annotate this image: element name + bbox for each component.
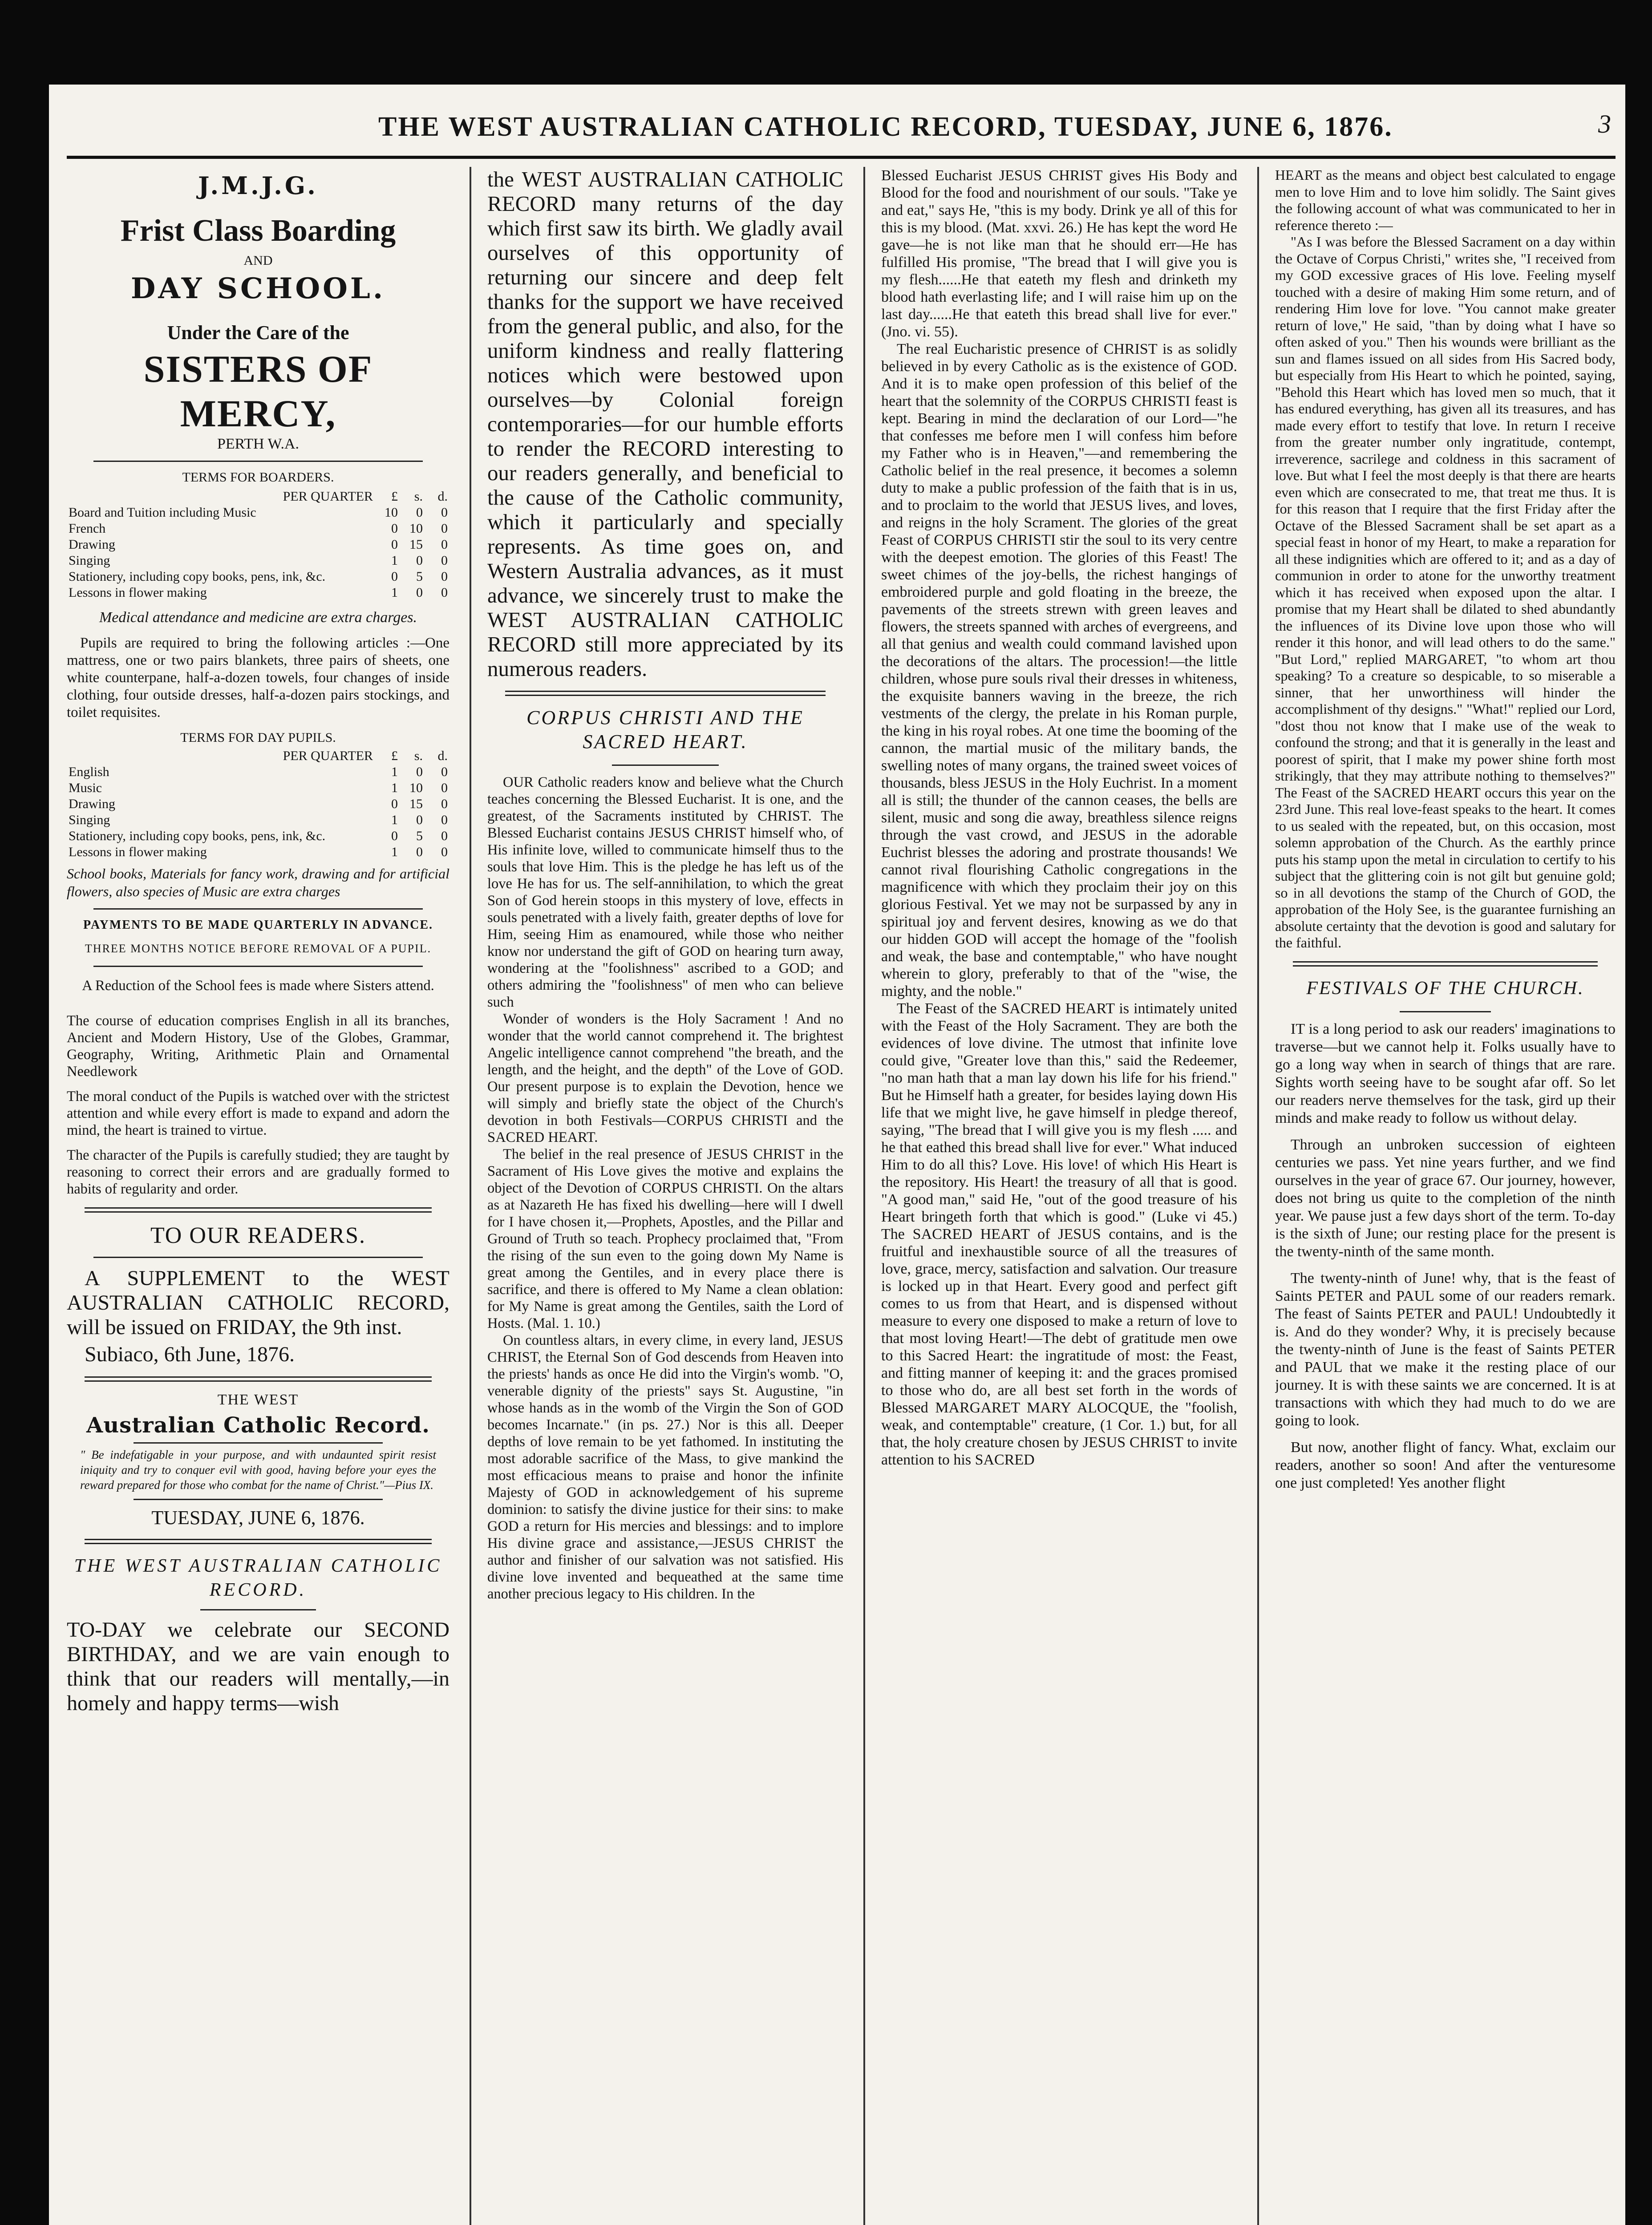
divider xyxy=(1400,1011,1491,1012)
fee-pence: 0 xyxy=(441,797,448,811)
fee-row xyxy=(67,537,449,553)
fees-header: £ xyxy=(391,748,398,763)
fees-header: PER QUARTER xyxy=(283,748,373,763)
fee-pence: 0 xyxy=(441,537,448,552)
school-ad-title: Frist Class Boarding xyxy=(120,214,396,248)
fee-pence: 0 xyxy=(441,521,448,536)
fee-row xyxy=(67,521,449,537)
fee-pounds: 1 xyxy=(391,585,398,600)
fee-item: Drawing xyxy=(69,537,115,552)
divider xyxy=(134,1499,383,1500)
fees-header: s. xyxy=(414,748,423,763)
fee-row xyxy=(67,844,449,860)
corpus-christi-article xyxy=(487,774,843,1602)
terms-boarders-heading: TERMS FOR BOARDERS. xyxy=(182,470,334,485)
school-books-note: School books, Materials for fancy work, drawing and for artificial flowers, also species of Music are extra charges xyxy=(67,866,449,899)
moral-paragraph: The moral conduct of the Pupils is watched over with the strictest attention and while every effort is made to expand and adorn the mind, the heart is trained to virtue. xyxy=(67,1088,449,1138)
fee-shillings: 0 xyxy=(416,553,423,568)
fee-item: Stationery, including copy books, pens, ink, &c. xyxy=(69,829,326,843)
masthead xyxy=(67,96,1616,159)
fee-item: Singing xyxy=(69,813,110,827)
fee-pounds: 1 xyxy=(391,765,398,779)
fee-pounds: 0 xyxy=(391,537,398,552)
reduction-note: A Reduction of the School fees is made where Sisters attend. xyxy=(82,978,434,994)
fee-pounds: 0 xyxy=(391,797,398,811)
fee-pence: 0 xyxy=(441,569,448,584)
terms-day-heading: TERMS FOR DAY PUPILS. xyxy=(180,730,336,745)
fees-header: £ xyxy=(391,489,398,504)
corpus-christi-title: CORPUS CHRISTI AND THE SACRED HEART. xyxy=(526,707,804,752)
sisters-of-mercy: SISTERS OF MERCY, xyxy=(143,348,373,435)
fee-pence: 0 xyxy=(441,829,448,843)
fee-shillings: 0 xyxy=(416,765,423,779)
double-divider xyxy=(85,1207,432,1213)
fee-pence: 0 xyxy=(441,765,448,779)
jmj-monogram: J.M.J.G. xyxy=(198,171,318,200)
fee-pounds: 0 xyxy=(391,521,398,536)
fee-shillings: 10 xyxy=(409,521,423,536)
fee-pounds: 10 xyxy=(385,505,398,520)
divider xyxy=(93,461,423,462)
festivals-title: FESTIVALS OF THE CHURCH. xyxy=(1306,978,1584,999)
double-divider xyxy=(85,1376,432,1382)
fees-header: d. xyxy=(437,489,448,504)
fee-row xyxy=(67,828,449,844)
editorial-opening: TO-DAY we celebrate our SECOND BIRTHDAY, and we are vain enough to think that our readers will mentally,—in homely and happy terms—wish xyxy=(67,1618,449,1715)
article-paragraph: "As I was before the Blessed Sacrament on a day within the Octave of Corpus Christi," writes she, "I received from my GOD excessive graces of His love. Feeling myself touched with a desire of making Him some return, and of rendering Him love for love. "You cannot make greater return of love," He said, "than by doing what I have so often asked of you." Then his wounds were brilliant as the sun and flames issued on all sides from His Sacred body, but especially from His Heart to which he pointed, saying, "Behold this Heart which has loved men so much, that it has endured everything, has given all its treasures, and has made every effort to testify that love. In return I receive from the greater number only ingratitude, contempt, irreverence, sacrilege and coldness in this sacrament of love. But what I feel the most deeply is that there are hearts even which are consecrated to me, that treat me thus. It is for this reason that I require that the first Friday after the Octave of the Blessed Sacrament shall be set apart as a special feast in honor of my Heart, to make a reparation for all these indignities which are offered to it; and as a day of communion in order to atone for the unworthy treatment which it has received when exposed upon the altar. I promise that my Heart shall be dilated to shed abundantly the influences of its Divine love upon those who will render it this honor, and will lead others to do the same." "But Lord," replied MARGARET, "to whom art thou speaking? To a creature so despicable, to so miserable a sinner, that her unworthiness will hinder the accomplishment of thy designs." "What!" replied our Lord, "dost thou not know that I make use of the weak to confound the strong; and that it is generally in the least and poorest of spirit, that I make my power shine forth most strikingly, that they may attribute nothing to themselves?" The Feast of the SACRED HEART occurs this year on the 23rd June. This real love-feast speaks to the heart. It comes to us sealed with the repeated, but, on this occasion, most solemn approbation of the Church. As the earthly prince puts his stamp upon the metal in circulation to certify to his subject that the glittering coin is not gilt but genuine gold; so in all devotions the stamp of the Church of GOD, the approbation of the Holy See, is the guarantee furnishing an absolute certainty that the devotion is good and salutary for the faithful. xyxy=(1275,234,1616,951)
fee-item: Lessons in flower making xyxy=(69,585,207,600)
fee-shillings: 5 xyxy=(416,569,423,584)
school-ad-and: AND xyxy=(243,253,273,268)
editorial-title: THE WEST AUSTRALIAN CATHOLIC RECORD. xyxy=(74,1556,442,1600)
page-number: 3 xyxy=(1598,109,1611,138)
pupils-requirements: Pupils are required to bring the following articles :—One mattress, one or two pairs blankets, three pairs of sheets, one white counterpane, half-a-dozen towels, four changes of inside clothing, four outside dresses, half-a-dozen pairs stockings, and toilet requisites. xyxy=(67,635,449,720)
fee-shillings: 5 xyxy=(416,829,423,843)
fee-shillings: 15 xyxy=(409,537,423,552)
fee-pounds: 1 xyxy=(391,845,398,859)
record-nameplate: Australian Catholic Record. xyxy=(86,1413,430,1438)
fee-pence: 0 xyxy=(441,585,448,600)
removal-notice: THREE MONTHS NOTICE BEFORE REMOVAL OF A PUPIL. xyxy=(85,942,432,955)
scan-border-top xyxy=(0,0,1652,85)
fee-shillings: 10 xyxy=(409,781,423,795)
divider xyxy=(93,1257,423,1258)
fee-shillings: 0 xyxy=(416,813,423,827)
column-4 xyxy=(1275,167,1616,2225)
fee-pence: 0 xyxy=(441,781,448,795)
divider xyxy=(200,1609,316,1610)
to-readers-heading: TO OUR READERS. xyxy=(150,1223,366,1248)
fee-item: Singing xyxy=(69,553,110,568)
medical-note: Medical attendance and medicine are extra charges. xyxy=(99,609,417,626)
divider xyxy=(134,1442,383,1444)
fee-row xyxy=(67,780,449,796)
the-west-line: THE WEST xyxy=(217,1392,299,1408)
fee-pence: 0 xyxy=(441,553,448,568)
fee-pounds: 0 xyxy=(391,829,398,843)
fee-row xyxy=(67,505,449,521)
pius-ix-motto: " Be indefatigable in your purpose, and with undaunted spirit resist iniquity and try to conquer evil with good, having before your eyes the reward prepared for those who combat for the name of Christ."—Pius IX. xyxy=(80,1448,436,1492)
under-care-line: Under the Care of the xyxy=(167,322,349,344)
double-divider xyxy=(85,1539,432,1544)
boarder-fees-table xyxy=(67,489,449,601)
fee-pounds: 1 xyxy=(391,781,398,795)
article-paragraph: Wonder of wonders is the Holy Sacrament ! And no wonder that the world cannot comprehend it. The brightest Angelic intelligence cannot comprehend "the breath, and the length, and the height, and the depth" of the Love of GOD. Our present purpose is to explain the Devotion, hence we will simply and briefly state the object of the Church's devotion in both Festivals—CORPUS CHRISTI and the SACRED HEART. xyxy=(487,1011,843,1145)
fee-shillings: 15 xyxy=(409,797,423,811)
fees-header: PER QUARTER xyxy=(283,489,373,504)
column-3 xyxy=(881,167,1237,2225)
fee-item: Drawing xyxy=(69,797,115,811)
double-divider xyxy=(505,691,826,696)
scan-border-right xyxy=(1625,0,1652,2225)
newspaper-page xyxy=(67,96,1616,2225)
subiaco-date: Subiaco, 6th June, 1876. xyxy=(85,1343,295,1366)
article-paragraph: The real Eucharistic presence of CHRIST is as solidly believed in by every Catholic as is the existence of GOD. And it is to make open profession of this belief of the heart that the solemnity of the CORPUS CHRISTI feast is kept. Bearing in mind the declaration of our Lord—"he that confesses me before men I will confess him before my Father who is in Heaven,"—and remembering the Catholic belief in the real presence, it becomes a solemn duty to make a public profession of the faith that is in us, and to proclaim to the world that JESUS lives, and loves, and reigns in the holy Scrament. The glories of the great Feast of CORPUS CHRISTI stir the soul to its very centre with the deepest emotion. The glories of this Feast! The sweet chimes of the joy-bells, the richest hangings of embroidered purple and gold floating in the breeze, the pavements of the streets strewn with green leaves and flowers, the streets spanned with arches of evergreens, and all that genius and wealth could command lavished upon the decorations of the altars. The procession!—the little children, whose pure souls rival their dresses in whiteness, the exquisite banners waving in the breeze, the rich vestments of the clergy, the prelate in his Roman purple, the king in his royal robes. At one time the booming of the cannon, the martial music of the military bands, the swelling notes of many organs, the trained sweet voices of thousands, bless JESUS in the Holy Euchrist. In a moment all is still; the thunder of the cannon ceases, the bells are silent, music and song die away, breathless silence reigns through the vast crowd, and JESUS in the adorable Euchrist blesses the adoring and prostrate thousands! We cannot rival flourishing Catholic congregations in the magnificence with which they proclaim their joy on this glorious Festival. Yet we may not be surpassed by any in spiritual joy and fervent desires, knowing as we do that our hidden GOD will accept the homage of the "foolish and weak, the base and contemptable," who have nought wherein to glory, preferably to that of the "wise, the mighty, and the noble." xyxy=(881,341,1237,999)
fee-pence: 0 xyxy=(441,505,448,520)
double-divider xyxy=(1293,961,1598,967)
fee-item: Stationery, including copy books, pens, ink, &c. xyxy=(69,569,326,584)
fee-shillings: 0 xyxy=(416,845,423,859)
fee-item: Board and Tuition including Music xyxy=(69,505,256,520)
article-paragraph: The twenty-ninth of June! why, that is the feast of Saints PETER and PAUL some of our readers remark. The feast of Saints PETER and PAUL! Undoubtedly it is. And do they wonder? Why, it is precisely because the twenty-ninth of June is the feast of Saints PETER and PAUL that we make it the resting place of our journey. It is with these saints we are concerned. It is at transactions with which they had much to do we are going to look. xyxy=(1275,1270,1616,1429)
fee-item: Music xyxy=(69,781,102,795)
fees-header-row xyxy=(67,489,449,505)
fee-row xyxy=(67,796,449,812)
fee-row xyxy=(67,569,449,585)
perth-line: PERTH W.A. xyxy=(217,436,300,452)
article-paragraph: Blessed Eucharist JESUS CHRIST gives His Body and Blood for the food and nourishment of our souls. "Take ye and eat," says He, "this is my body. Drink ye all of this for this is my blood. (Mat. xxvi. 26.) He has kept the word He gave—he is not like man that he should err—He has fulfilled His promise, "The bread that I will give you is my flesh......He that eateth my flesh and drinketh my blood hath everlasting life; and I will raise him up on the last day......He that eateth this bread shall live for ever." (Jno. vi. 55). xyxy=(881,167,1237,340)
fee-item: Lessons in flower making xyxy=(69,845,207,859)
article-paragraph: The Feast of the SACRED HEART is intimately united with the Feast of the Holy Sacrament. They are both the evidences of love divine. The utmost that infinite love could give, "Greater love than this," said the Redeemer, "no man hath that a man lay down his life for his friend." But he Himself hath a greater, for besides laying down His life that we might live, he gave himself in pledge thereof, saying, "The bread that I will give you is my flesh ..... and he that eathed this bread shall live for ever." What induced Him to do all this? Love. His love! of which His Heart is the repository. His Heart! the treasury of all that is good. "A good man," said He, "out of the good treasure of his Heart bringeth forth that which is good." (Luke vi 45.) The SACRED HEART of JESUS contains, and is the fruitful and inexhaustible source of all the treasures of love, grace, mercy, satisfaction and salvation. Our treasure is locked up in that Heart. Every good and perfect gift comes to us from that Heart, and is dispensed without measure to every one disposed to make a return of love to that most loving Heart!—The debt of gratitude men owe to this Sacred Heart: the ingratitude of most: the Feast, and fitting manner of keeping it: and the graces promised to those who do, are all best set forth in the words of Blessed MARGARET MARY ALOCQUE, the "foolish, weak, and contemptable" creature, (1 Cor. 1.) but, for all that, the holy creature chosen by JESUS CHRIST to invite attention to his SACRED xyxy=(881,1000,1237,1468)
column-rule xyxy=(470,167,471,2225)
supplement-notice: A SUPPLEMENT to the WEST AUSTRALIAN CATHOLIC RECORD, will be issued on FRIDAY, the 9th inst. xyxy=(67,1266,449,1339)
fees-header: s. xyxy=(414,489,423,504)
fee-pounds: 1 xyxy=(391,813,398,827)
fee-row xyxy=(67,812,449,828)
column-1 xyxy=(67,167,449,2225)
fee-shillings: 0 xyxy=(416,585,423,600)
column-rule xyxy=(1257,167,1259,2225)
divider xyxy=(612,765,719,766)
fee-row xyxy=(67,585,449,601)
corpus-christi-article-continued xyxy=(881,167,1237,1468)
fees-header: d. xyxy=(437,748,448,763)
article-paragraph: On countless altars, in every clime, in every land, JESUS CHRIST, the Eternal Son of God descends from Heaven into the priests' hands as once He did into the Virgin's womb. "O, venerable dignity of the priests" says St. Augustine, "in whose hands as in the womb of the Virgin the Son of GOD becomes Incarnate." (in ps. 27.) Nor is this all. Deeper depths of love remain to be yet fathomed. In instituting the most adorable sacrifice of the Mass, to give mankind the most efficacious means to praise and honor the infinite Majesty of GOD in acknowledgement of his supreme dominion: to satisfy the divine justice for their sins: to make GOD a return for His mercies and blessings: and to implore His divine grace and assistance,—JESUS CHRIST the author and finisher of our salvation was not satisfied. His divine love invented and bequeathed at the same time another precious legacy to His children. In the xyxy=(487,1332,843,1602)
fees-header-row xyxy=(67,748,449,764)
divider xyxy=(93,966,423,967)
article-paragraph: HEART as the means and object best calculated to engage men to love Him and to love him solidly. The Saint gives the following account of what was communicated to her in reference thereto :— xyxy=(1275,167,1616,233)
fee-pounds: 1 xyxy=(391,553,398,568)
edition-date: TUESDAY, JUNE 6, 1876. xyxy=(151,1507,365,1529)
article-paragraph: OUR Catholic readers know and believe what the Church teaches concerning the Blessed Eucharist. It is one, and the greatest, of the Sacraments instituted by CHRIST. The Blessed Eucharist contains JESUS CHRIST himself who, of His infinite love, willed to communicate himself thus to the souls that love Him. This is the pledge he has left us of the love He has for us. The self-annihilation, to which the great Son of God herein stoops in this mystery of love, effects in souls penetrated with a lively faith, greater depths of love for Him, seeing Him as enamoured, while those who neither know nor understand the gift of GOD on hearing turn away, wondering at the "foolishness" ascribed to a GOD; and others admiring the "foolishness" of men who can believe such xyxy=(487,774,843,1010)
character-paragraph: The character of the Pupils is carefully studied; they are taught by reasoning to correct their errors and are gradually formed to habits of regularity and order. xyxy=(67,1147,449,1197)
column-2 xyxy=(487,167,843,2225)
fee-row xyxy=(67,553,449,569)
article-paragraph: IT is a long period to ask our readers' imaginations to traverse—but we cannot help it. Folks usually have to go a long way when in search of things that are rare. Sights worth seeing have to be sought afar off. So let our readers nerve themselves for the task, gird up their minds and make ready to follow us without delay. xyxy=(1275,1020,1616,1126)
masthead-title: THE WEST AUSTRALIAN CATHOLIC RECORD, TUESDAY, JUNE 6, 1876. xyxy=(378,112,1393,142)
column-rule xyxy=(863,167,865,2225)
festivals-article xyxy=(1275,1020,1616,1492)
article-paragraph: Through an unbroken succession of eighteen centuries we pass. Yet nine years further, and we find ourselves in the year of grace 67. Our journey, however, does not bring us quite to the completion of the ninth year. We pause just a few days short of the term. To-day is the sixth of June; our resting place for the present is the twenty-ninth of the same month. xyxy=(1275,1136,1616,1260)
payments-notice: PAYMENTS TO BE MADE QUARTERLY IN ADVANCE. xyxy=(83,918,433,932)
editorial-continued: the WEST AUSTRALIAN CATHOLIC RECORD many returns of the day which first saw its birth. We gladly avail ourselves of this opportunity of returning our sincere and deep felt thanks for the support we have received from the general public, and also, for the uniform kindness and really flattering notices which were bestowed upon ourselves—by Colonial foreign contemporaries—for our humble efforts to render the RECORD interesting to our readers generally, and beneficial to the cause of the Catholic community, which it particularly and specially represents. As time goes on, and Western Australia advances, as it must advance, we sincerely trust to make the WEST AUSTRALIAN CATHOLIC RECORD still more appreciated by its numerous readers. xyxy=(487,167,843,681)
divider xyxy=(93,908,423,910)
sacred-heart-article-continued xyxy=(1275,167,1616,951)
fee-item: French xyxy=(69,521,106,536)
day-fees-table xyxy=(67,748,449,860)
scan-border-left xyxy=(0,0,49,2225)
fee-pounds: 0 xyxy=(391,569,398,584)
article-paragraph: The belief in the real presence of JESUS CHRIST in the Sacrament of His Love gives the motive and explains the object of the Devotion of CORPUS CHRISTI. On the altars as at Nazareth He has fixed his dwelling—here will I dwell for I have chosen it,—Prophets, Apostles, and the Pillar and Ground of Truth so teach. Prophecy proclaimed that, "From the rising of the sun even to the going down My Name is great among the Gentiles, and in every place there is sacrifice, and there is offered to My Name a clean oblation: for My Name is great among the Gentiles, saith the Lord of Hosts. (Mal. 1. 10.) xyxy=(487,1146,843,1331)
fee-pence: 0 xyxy=(441,845,448,859)
fee-shillings: 0 xyxy=(416,505,423,520)
fee-item: English xyxy=(69,765,109,779)
fee-row xyxy=(67,764,449,780)
day-school-heading: DAY SCHOOL. xyxy=(130,272,386,305)
course-paragraph: The course of education comprises English in all its branches, Ancient and Modern History, Use of the Globes, Grammar, Geography, Writing, Arithmetic Plain and Ornamental Needlework xyxy=(67,1013,449,1080)
article-paragraph: But now, another flight of fancy. What, exclaim our readers, another so soon! And after the venturesome one just completed! Yes another flight xyxy=(1275,1439,1616,1491)
fee-pence: 0 xyxy=(441,813,448,827)
